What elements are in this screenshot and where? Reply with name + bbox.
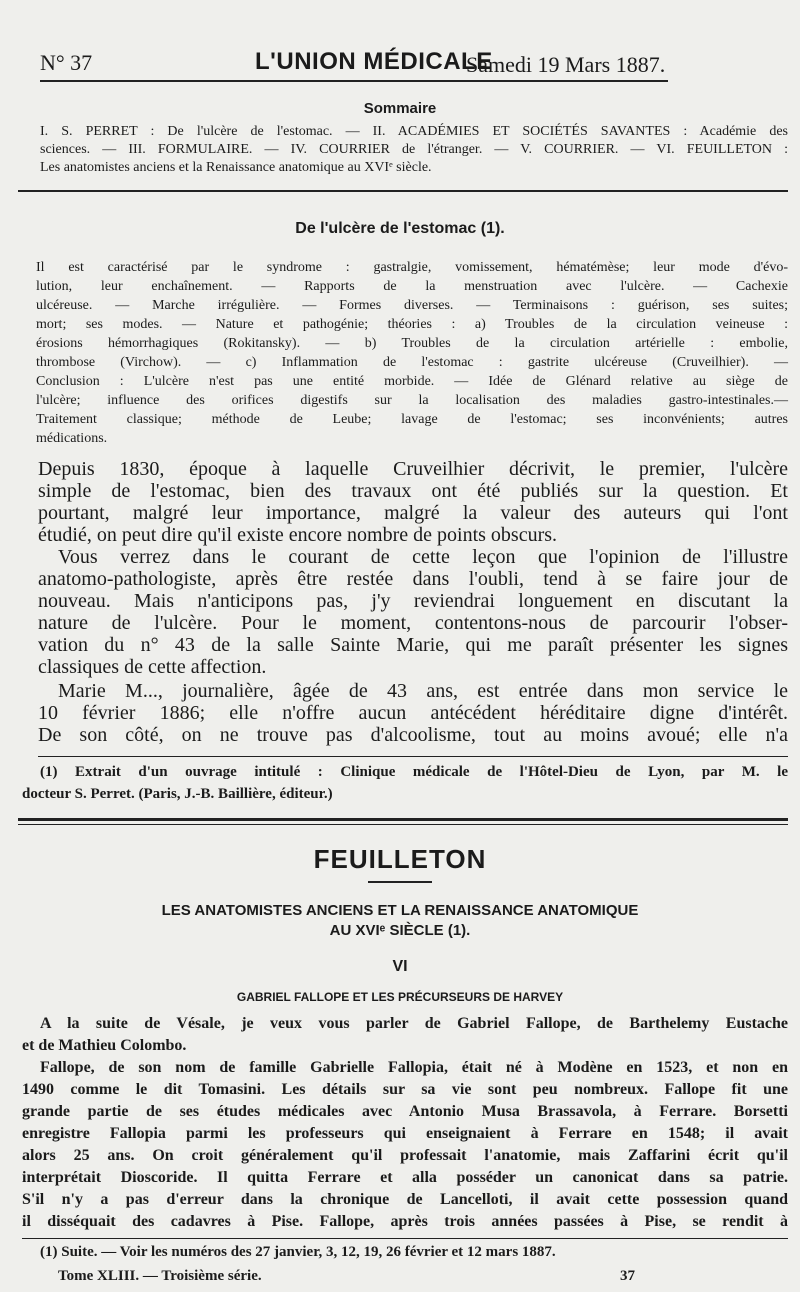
feuilleton-line: Fallope, de son nom de famille Gabrielle Fallopia, était né à Modène en 1523, et non en xyxy=(40,1059,788,1076)
abstract-line: l'ulcère; influence des orifices digestifs sur la localisation des maladies gastro-intestinales.— xyxy=(36,393,788,408)
bottom-rule xyxy=(22,1238,788,1239)
body-line: pourtant, malgré leur importance, malgré la valeur des auteurs qui l'ont xyxy=(38,502,788,524)
feuilleton-line: il disséquait des cadavres à Pise. Fallope, après trois années passées à Pise, se rendit à xyxy=(22,1213,788,1230)
feuilleton-subtitle: LES ANATOMISTES ANCIENS ET LA RENAISSANCE ANATOMIQUE xyxy=(161,902,639,919)
body-line: Vous verrez dans le courant de cette leçon que l'opinion de l'illustre xyxy=(58,546,788,568)
feuilleton-line: A la suite de Vésale, je veux vous parler de Gabriel Fallope, de Barthelemy Eustache xyxy=(40,1015,788,1032)
sommaire-line: sciences. — III. FORMULAIRE. — IV. COURRIER de l'étranger. — V. COURRIER. — VI. FEUILLETON : xyxy=(40,142,788,157)
feuilleton-footnote: (1) Suite. — Voir les numéros des 27 janvier, 3, 12, 19, 26 février et 12 mars 1887. xyxy=(40,1244,556,1260)
body-line: étudié, on peut dire qu'il existe encore nombre de points obscurs. xyxy=(38,524,558,546)
article-title: De l'ulcère de l'estomac (1). xyxy=(295,220,505,237)
footnote-line: (1) Extrait d'un ouvrage intitulé : Clinique médicale de l'Hôtel-Dieu de Lyon, par M. le xyxy=(40,764,788,780)
feuilleton-line: alors 25 ans. On croit généralement qu'il professait l'anatomie, mais Zaffarini écrit qu'il xyxy=(22,1147,788,1164)
feuilleton-line: S'il n'y a pas d'erreur dans la chronique de Lancelloti, il avait cette possession quand xyxy=(22,1191,788,1208)
footnote-line: docteur S. Perret. (Paris, J.-B. Baillière, éditeur.) xyxy=(22,786,333,802)
page-number: 37 xyxy=(620,1268,635,1284)
footnote-rule xyxy=(38,756,788,757)
sommaire-line: Les anatomistes anciens et la Renaissance anatomique au XVIᵉ siècle. xyxy=(40,160,432,175)
feuilleton-line: enregistre Fallopia parmi les professeurs qui enseignaient à Ferrare en 1548; il avait xyxy=(22,1125,788,1142)
feuilleton-rule xyxy=(18,818,788,821)
abstract-line: lution, leur enchaînement. — Rapports de la menstruation avec l'ulcère. — Cachexie xyxy=(36,279,788,294)
journal-title: L'UNION MÉDICALE xyxy=(255,48,493,75)
body-line: simple de l'estomac, bien des travaux ont été publiés sur la question. Et xyxy=(38,480,788,502)
feuilleton-line: et de Mathieu Colombo. xyxy=(22,1037,187,1054)
body-line: 10 février 1886; elle n'offre aucun antécédent héréditaire digne d'intérêt. xyxy=(38,702,788,724)
issue-number: N° 37 xyxy=(40,50,93,75)
body-line: nature de l'ulcère. Pour le moment, contentons-nous de parcourir l'obser- xyxy=(38,612,788,634)
sommaire-line: I. S. PERRET : De l'ulcère de l'estomac. — II. ACADÉMIES ET SOCIÉTÉS SAVANTES : Académie des xyxy=(40,124,788,139)
section-number: VI xyxy=(392,958,408,975)
body-line: classiques de cette affection. xyxy=(38,656,267,678)
body-line: De son côté, on ne trouve pas d'alcoolisme, tout au moins avoué; elle n'a xyxy=(38,724,788,746)
tome-label: Tome XLIII. — Troisième série. xyxy=(58,1268,262,1284)
feuilleton-title: FEUILLETON xyxy=(313,844,487,874)
section-heading: GABRIEL FALLOPE ET LES PRÉCURSEURS DE HARVEY xyxy=(236,990,564,1004)
abstract-line: Traitement classique; méthode de Leube; lavage de l'estomac; ses inconvénients; autres xyxy=(36,412,788,427)
abstract-line: ulcéreuse. — Marche irrégulière. — Formes diverses. — Terminaisons : guérison, ses suites; xyxy=(36,298,788,313)
abstract-line: médications. xyxy=(36,431,108,446)
feuilleton-subtitle: AU XVIᵉ SIÈCLE (1). xyxy=(329,922,471,939)
feuilleton-line: 1490 comme le dit Tomasini. Les détails sur sa vie sont peu nombreux. Fallope fit une xyxy=(22,1081,788,1098)
abstract-line: Il est caractérisé par le syndrome : gastralgie, vomissement, hématémèse; leur mode d'évo- xyxy=(36,260,788,275)
abstract-line: érosions hémorrhagiques (Rokitansky). — b) Troubles de la circulation artérielle : embolie, xyxy=(36,336,788,351)
abstract-line: Conclusion : L'ulcère n'est pas une entité morbide. — Idée de Glénard relative au siège de xyxy=(36,374,788,389)
header-rule xyxy=(40,80,668,82)
body-line: Marie M..., journalière, âgée de 43 ans, est entrée dans mon service le xyxy=(58,680,788,702)
body-line: vation du n° 43 de la salle Sainte Marie, qui me paraît présenter les signes xyxy=(38,634,788,656)
feuilleton-rule-thin xyxy=(18,824,788,825)
abstract-line: mort; ses modes. — Nature et pathogénie; théories : a) Troubles de la circulation veineuse : xyxy=(36,317,788,332)
sommaire-title: Sommaire xyxy=(363,100,437,117)
issue-date: Samedi 19 Mars 1887. xyxy=(466,52,666,77)
feuilleton-line: interprétait Dioscoride. Il quitta Ferrare et alla posséder un canonicat dans sa patrie. xyxy=(22,1169,788,1186)
body-line: nouveau. Mais n'anticipons pas, j'y reviendrai longuement en discutant la xyxy=(38,590,788,612)
abstract-line: thrombose (Virchow). — c) Inflammation de l'estomac : gastrite ulcéreuse (Cruveilhier). — xyxy=(36,355,788,370)
body-line: anatomo-pathologiste, après être restée dans l'oubli, tend à se faire jour de xyxy=(38,568,788,590)
body-line: Depuis 1830, époque à laquelle Cruveilhier décrivit, le premier, l'ulcère xyxy=(38,458,788,480)
section-rule xyxy=(18,190,788,192)
feuilleton-line: grande partie de ses études médicales avec Antonio Musa Brassavola, à Ferrare. Borsetti xyxy=(22,1103,788,1120)
title-dash xyxy=(368,881,432,883)
